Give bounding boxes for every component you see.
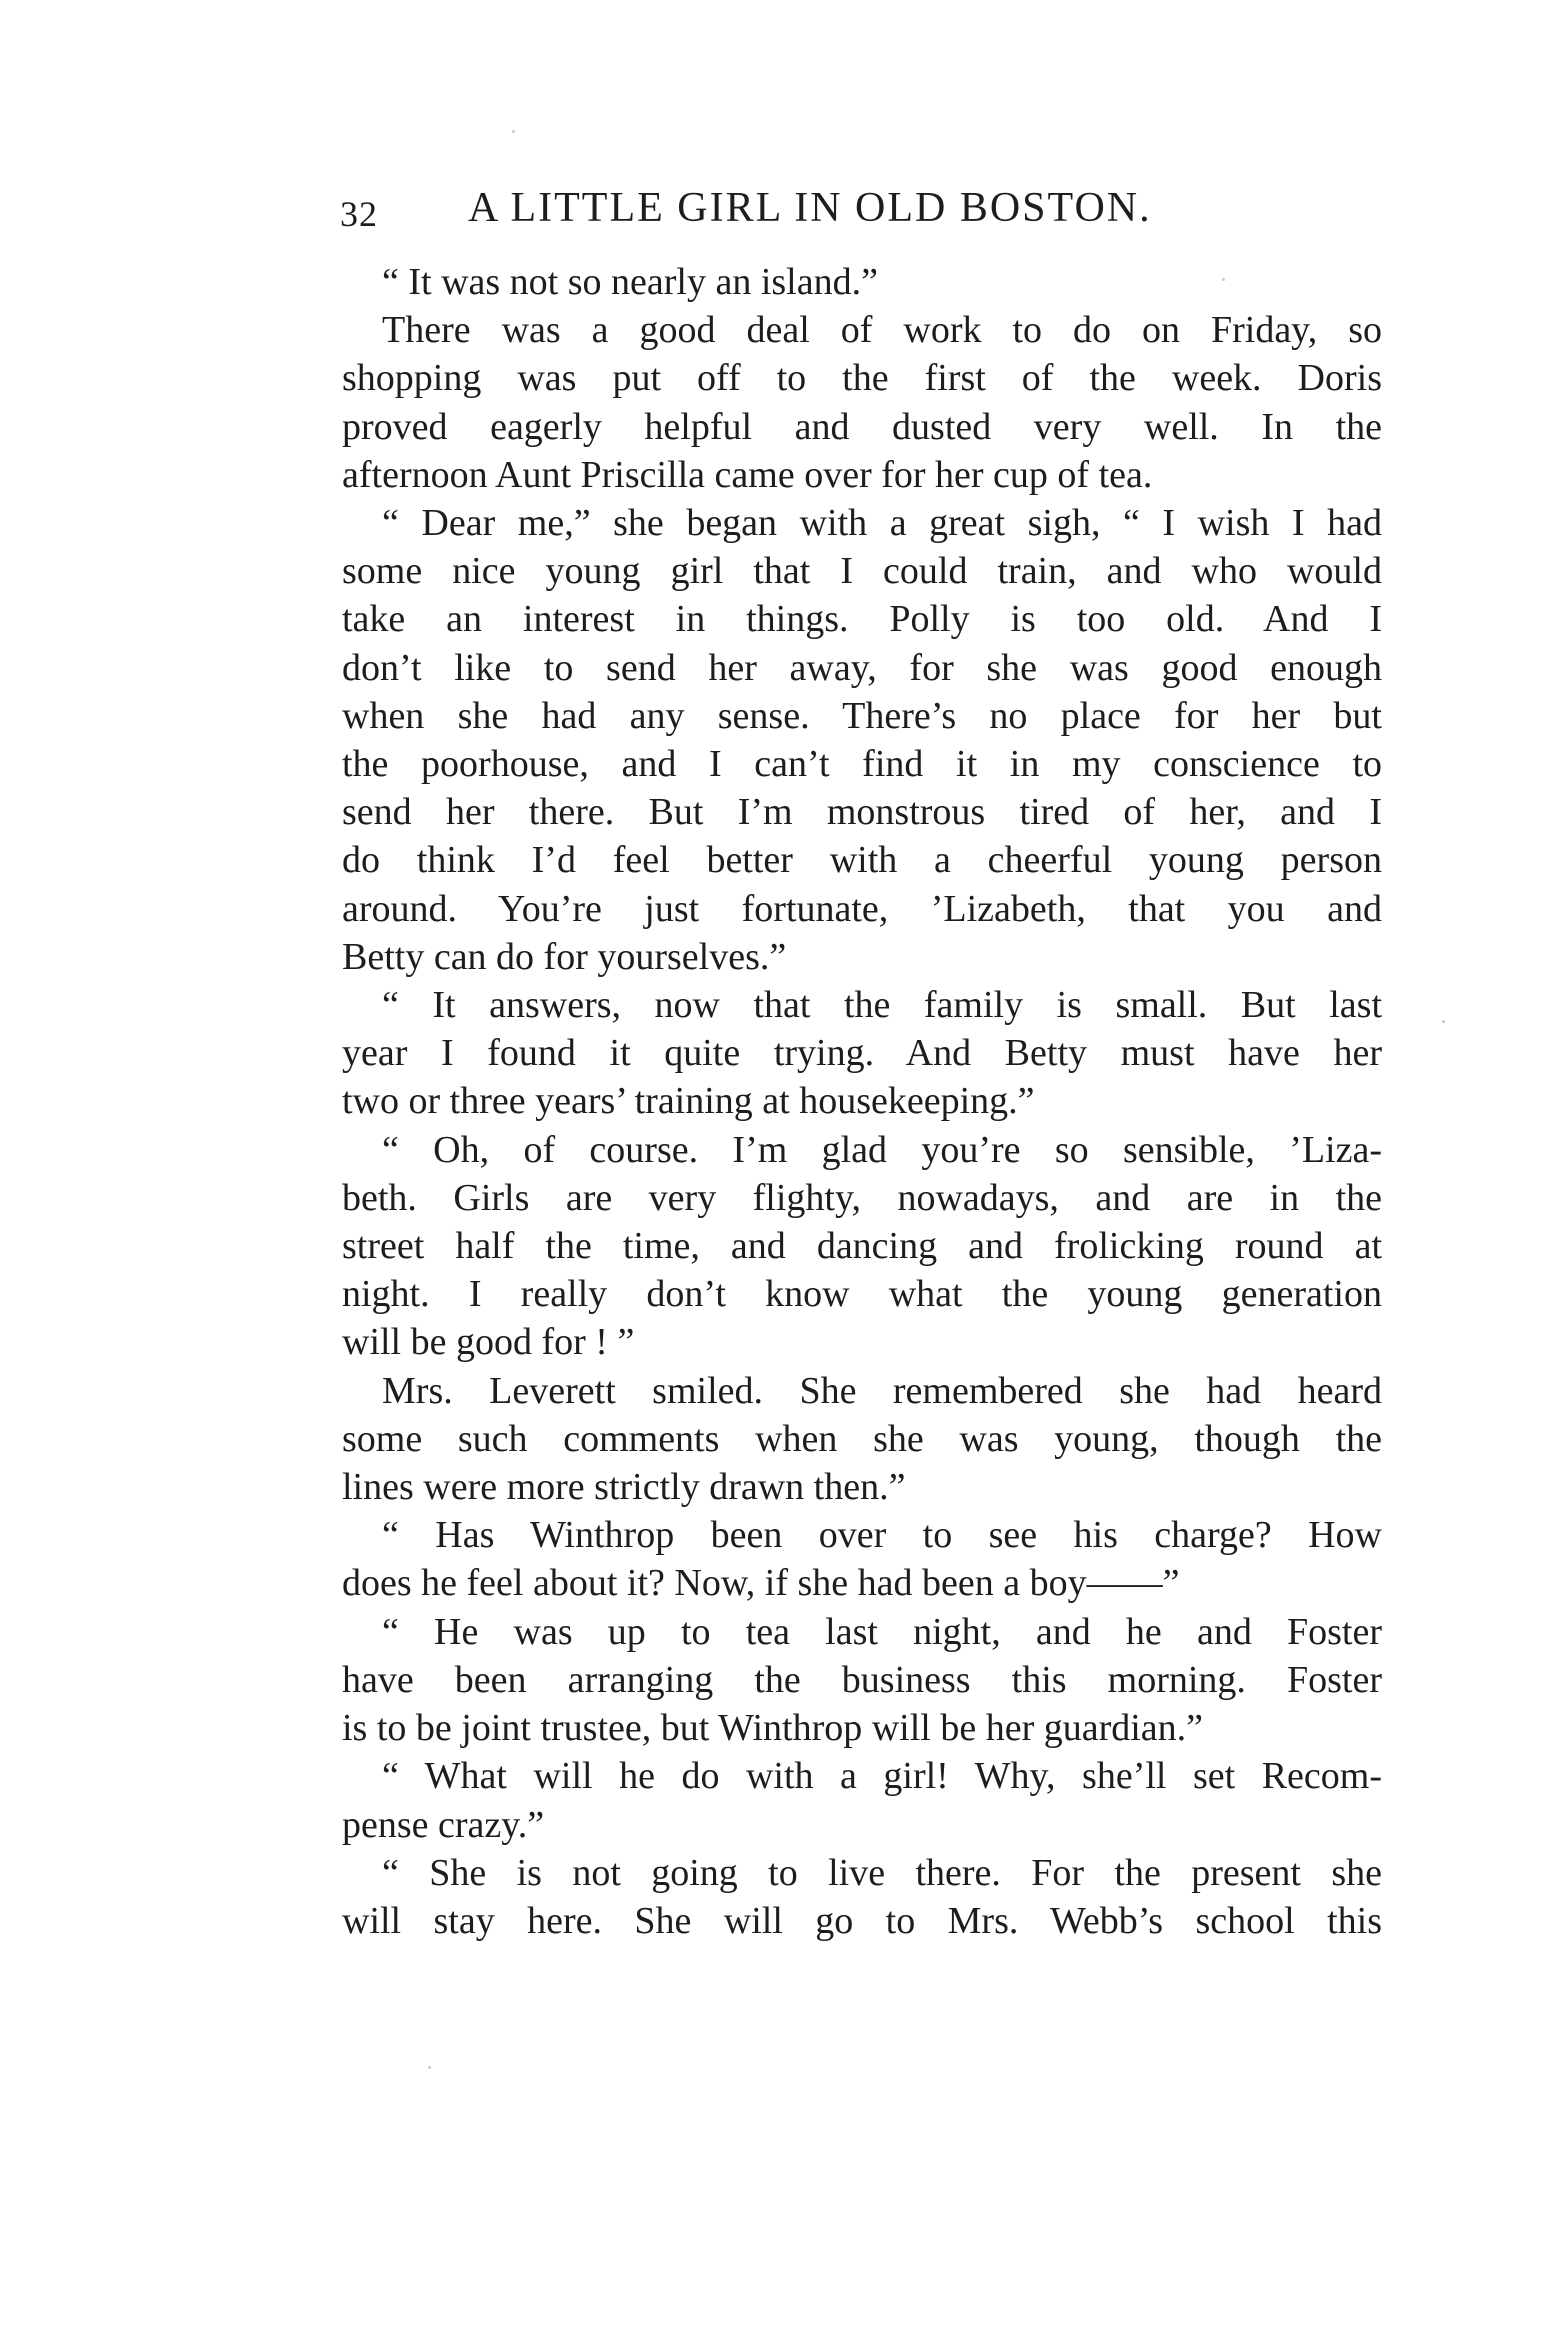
paper-speck [512,130,515,133]
text-line: beth. Girls are very flighty, nowadays, and are in the [342,1176,1382,1219]
text-line: does he feel about it? Now, if she had been a boy——” [342,1562,1180,1605]
text-line: There was a good deal of work to do on Friday, so [382,309,1382,352]
text-line: pense crazy.” [342,1803,545,1846]
text-line: will stay here. She will go to Mrs. Webb’s school this [342,1899,1382,1942]
text-line: Betty can do for yourselves.” [342,935,787,978]
text-line: do think I’d feel better with a cheerful young person [342,839,1382,882]
running-title: A LITTLE GIRL IN OLD BOSTON. [468,185,1152,231]
text-line: street half the time, and dancing and frolicking round at [342,1225,1382,1268]
text-line: “ Dear me,” she began with a great sigh, “ I wish I had [382,502,1382,545]
paragraph [342,1367,1382,1512]
text-line: two or three years’ training at housekeeping.” [342,1080,1035,1123]
paper-speck [1442,1020,1445,1023]
paragraph [342,1511,1382,1607]
text-line: some such comments when she was young, though the [342,1417,1382,1460]
text-line: proved eagerly helpful and dusted very well. In the [342,405,1382,448]
text-line: lines were more strictly drawn then.” [342,1466,906,1509]
text-line: when she had any sense. There’s no place for her but [342,694,1382,737]
text-line: take an interest in things. Polly is too old. And I [342,598,1382,641]
paragraph [342,1608,1382,1753]
paragraph [342,499,1382,981]
text-line: “ She is not going to live there. For the present she [382,1851,1382,1894]
page-number: 32 [340,194,378,234]
text-line: have been arranging the business this morning. Foster [342,1658,1382,1701]
text-line: is to be joint trustee, but Winthrop will be her guardian.” [342,1707,1204,1750]
text-line: around. You’re just fortunate, ’Lizabeth, that you and [342,887,1382,930]
text-line: “ It was not so nearly an island.” [382,261,878,303]
paper-speck [428,2066,431,2069]
text-line: “ Oh, of course. I’m glad you’re so sensible, ’Liza- [382,1128,1382,1171]
paragraph [342,1752,1382,1848]
paragraph [342,1849,1382,1945]
text-line: Mrs. Leverett smiled. She remembered she had heard [382,1369,1382,1412]
body-text [342,258,1382,1945]
paragraph [342,981,1382,1126]
text-line: afternoon Aunt Priscilla came over for her cup of tea. [342,453,1153,496]
text-line: “ He was up to tea last night, and he and Foster [382,1610,1382,1653]
text-line: “ It answers, now that the family is small. But last [382,984,1382,1027]
text-line: some nice young girl that I could train, and who would [342,550,1382,593]
text-line: night. I really don’t know what the young generation [342,1273,1382,1316]
text-line: “ What will he do with a girl! Why, she’ll set Recom- [382,1755,1382,1798]
text-line: send her there. But I’m monstrous tired of her, and I [342,791,1382,834]
text-line: will be good for ! ” [342,1321,635,1364]
text-line: shopping was put off to the first of the week. Doris [342,357,1382,400]
text-line: year I found it quite trying. And Betty must have her [342,1032,1382,1075]
running-head [340,178,1390,238]
text-line: the poorhouse, and I can’t find it in my conscience to [342,743,1382,786]
paragraph [342,306,1382,499]
paper-speck [1222,278,1225,281]
paragraph [342,258,1382,306]
paragraph [342,1126,1382,1367]
text-line: “ Has Winthrop been over to see his charge? How [382,1514,1382,1557]
text-line: don’t like to send her away, for she was good enough [342,646,1382,689]
